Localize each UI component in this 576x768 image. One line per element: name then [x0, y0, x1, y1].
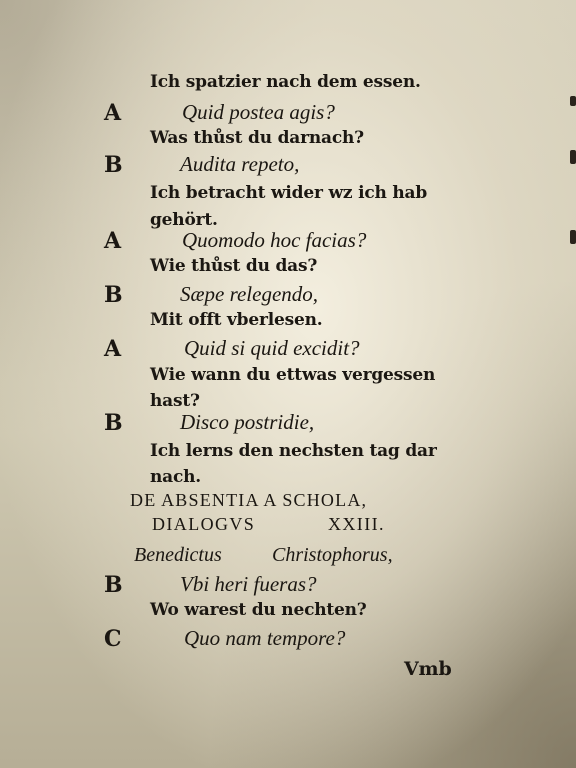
latin-line: Quo nam tempore?: [184, 626, 346, 650]
edge-mark: [570, 96, 576, 106]
speaker-marker: A: [104, 100, 122, 126]
speaker-name: Christophorus,: [272, 544, 393, 566]
speaker-marker: B: [104, 572, 123, 598]
speaker-marker: B: [104, 410, 123, 436]
german-line: Wie wann du ettwas vergessen hast?: [150, 365, 436, 411]
speaker-marker: B: [104, 152, 123, 178]
german-line: Wie thůst du das?: [150, 256, 318, 276]
speaker-marker: C: [104, 626, 122, 652]
latin-line: Sæpe relegendo,: [180, 282, 319, 306]
german-line: Mit offt vberlesen.: [150, 310, 323, 330]
speaker-name: Benedictus: [134, 544, 222, 566]
latin-line: Quid postea agis?: [182, 100, 335, 124]
latin-line: Quomodo hoc facias?: [182, 228, 367, 252]
latin-line: Disco postridie,: [180, 410, 315, 434]
german-line: Ich betracht wider wz ich hab gehört.: [150, 183, 428, 230]
dialogue-number: XXIII.: [328, 514, 385, 534]
section-heading: DE ABSENTIA A SCHOLA,: [130, 490, 368, 510]
latin-line: Quid si quid excidit?: [184, 336, 360, 360]
edge-mark: [570, 150, 576, 164]
latin-line: Vbi heri fueras?: [180, 572, 317, 596]
german-line: Ich lerns den nechsten tag dar nach.: [150, 441, 437, 487]
latin-line: Audita repeto,: [180, 152, 300, 176]
edge-mark: [570, 230, 576, 244]
german-line: Wo warest du nechten?: [150, 600, 367, 620]
german-line: Was thůst du darnach?: [150, 128, 364, 148]
catchword: Vmb: [404, 658, 452, 680]
speaker-marker: A: [104, 336, 122, 362]
speaker-marker: A: [104, 228, 122, 254]
speaker-marker: B: [104, 282, 123, 308]
dialogue-label: DIALOGVS: [152, 514, 256, 534]
german-line: Ich spatzier nach dem essen.: [150, 72, 421, 92]
